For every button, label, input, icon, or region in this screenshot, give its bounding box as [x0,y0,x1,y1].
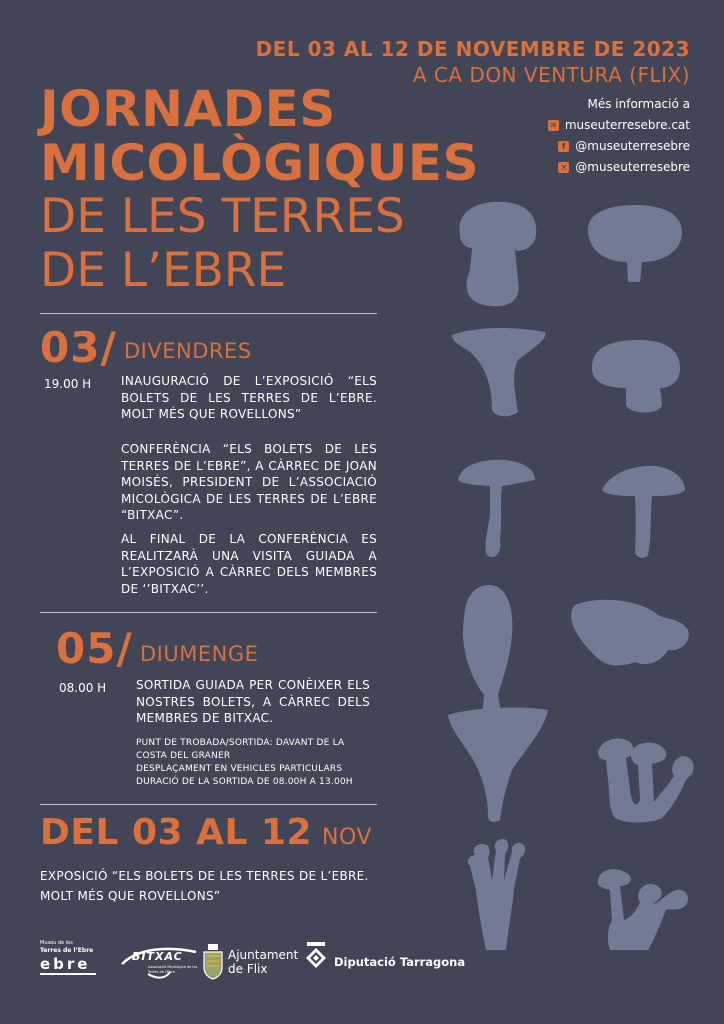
facebook-row[interactable] [548,136,690,157]
exhibition-line-1: EXPOSICIÓ “ELS BOLETS DE LES TERRES DE L’EBRE. [40,869,369,883]
divider [40,313,377,314]
flix-line-1: Ajuntament [228,948,299,962]
title-line-1: JORNADES [40,80,336,138]
day2-note-transport: DESPLAÇAMENT EN VEHICLES PARTICULARS [136,764,343,774]
day2-note-duration: DURACIÓ DE LA SORTIDA DE 08.00H A 13.00H [136,777,353,787]
museum-logo [40,940,102,975]
museum-logo-mark: ebre [40,955,96,975]
day1-paragraph-1: INAUGURACIÓ DE L’EXPOSICIÓ “ELS BOLETS DE LES TERRES DE L’EBRE. MOLT MÉS QUE ROVELLONS” [121,374,377,421]
mushroom-bolete-icon [592,340,680,413]
flix-line-2: de Flix [228,962,268,976]
facebook-handle[interactable]: @museuterresebre [575,139,690,153]
day2-time: 08.00 H [59,681,107,695]
email-link[interactable]: museuterresebre.cat [564,118,690,132]
day2-number: 05/ [56,624,133,673]
title-line-2: MICOLÒGIQUES [40,134,480,192]
exhibition-range-text: DEL 03 AL 12 [40,812,313,853]
day2-notes [136,737,366,789]
mail-icon: ✉ [548,120,559,131]
mushroom-enoki-icon [468,839,525,950]
more-info-heading: Més informació a [587,97,690,111]
x-twitter-icon: ✕ [558,162,569,173]
diputacio-emblem-icon [304,942,328,978]
facebook-icon: f [558,141,569,152]
email-row[interactable] [548,115,690,136]
mushroom-porcini-icon [459,202,536,307]
title-line-4: DE L’EBRE [40,243,287,298]
mushroom-illustrations [430,190,700,960]
twitter-handle[interactable]: @museuterresebre [575,160,690,174]
day1-name: DIVENDRES [124,339,252,363]
day2-paragraph-1: SORTIDA GUIADA PER CONÈIXER ELS NOSTRES BOLETS, A CÀRREC DELS MEMBRES DE BITXAC. [136,678,370,725]
poster-title [40,82,479,298]
flix-shield-icon [202,942,222,978]
exhibition-date-range [40,812,372,853]
title-line-3: DE LES TERRES [40,189,405,244]
mushroom-cap-icon [588,205,682,282]
mushroom-cluster-icon [598,738,694,822]
diputacio-logo-text: Diputació Tarragona [334,955,466,969]
exhibition-month: NOV [322,825,372,850]
museum-logo-small-text: Museu de les [40,940,73,946]
divider [40,612,377,613]
day1-number: 03/ [40,323,117,372]
event-date-range: DEL 03 AL 12 DE NOVEMBRE DE 2023 [255,37,690,61]
bitxac-subtitle: Associació Micològica de les Terres de l'Ebre [148,965,198,974]
flix-logo-text [228,948,298,976]
bitxac-name: BITXAC [132,950,183,963]
mushroom-morel-icon [463,585,512,723]
day1-paragraph-3: AL FINAL DE LA CONFERÈNCIA ES REALITZARÀ UNA VISITA GUIADA A L’EXPOSICIÓ A CÀRREC DELS MEMBRES DE ‘’BITXAC’’. [121,532,377,596]
more-info-block [548,94,690,178]
divider [40,804,377,805]
mushroom-slender-icon [458,460,535,557]
bitxac-logo [118,944,204,986]
event-venue: A CA DON VENTURA (FLIX) [412,63,690,87]
day1-paragraph-2: CONFERÈNCIA “ELS BOLETS DE LES TERRES DE L’EBRE”, A CÀRREC DE JOAN MOISÉS, PRESIDENT DE L’ASSOCIACIÓ MICOLÒGICA DE LES TERRES DE L’EBRE “BITXAC”. [121,442,377,522]
exhibition-line-2: MOLT MÉS QUE ROVELLONS” [40,889,221,903]
mushroom-parasol-icon [602,466,685,558]
twitter-row[interactable] [548,157,690,178]
mushroom-oyster-icon [571,600,689,666]
day2-note-meeting-point: PUNT DE TROBADA/SORTIDA: DAVANT DE LA COSTA DEL GRANER [136,738,345,761]
day2-name: DIUMENGE [140,642,259,666]
mushroom-chanterelle-icon [452,328,545,416]
mushroom-small-cluster-icon [598,869,688,950]
day1-time: 19.00 H [44,377,92,391]
sponsor-logos [40,938,470,988]
mushroom-trumpet-icon [448,708,548,823]
museum-logo-name: Terres de l’Ebre [40,947,94,954]
exhibition-description [40,866,369,906]
